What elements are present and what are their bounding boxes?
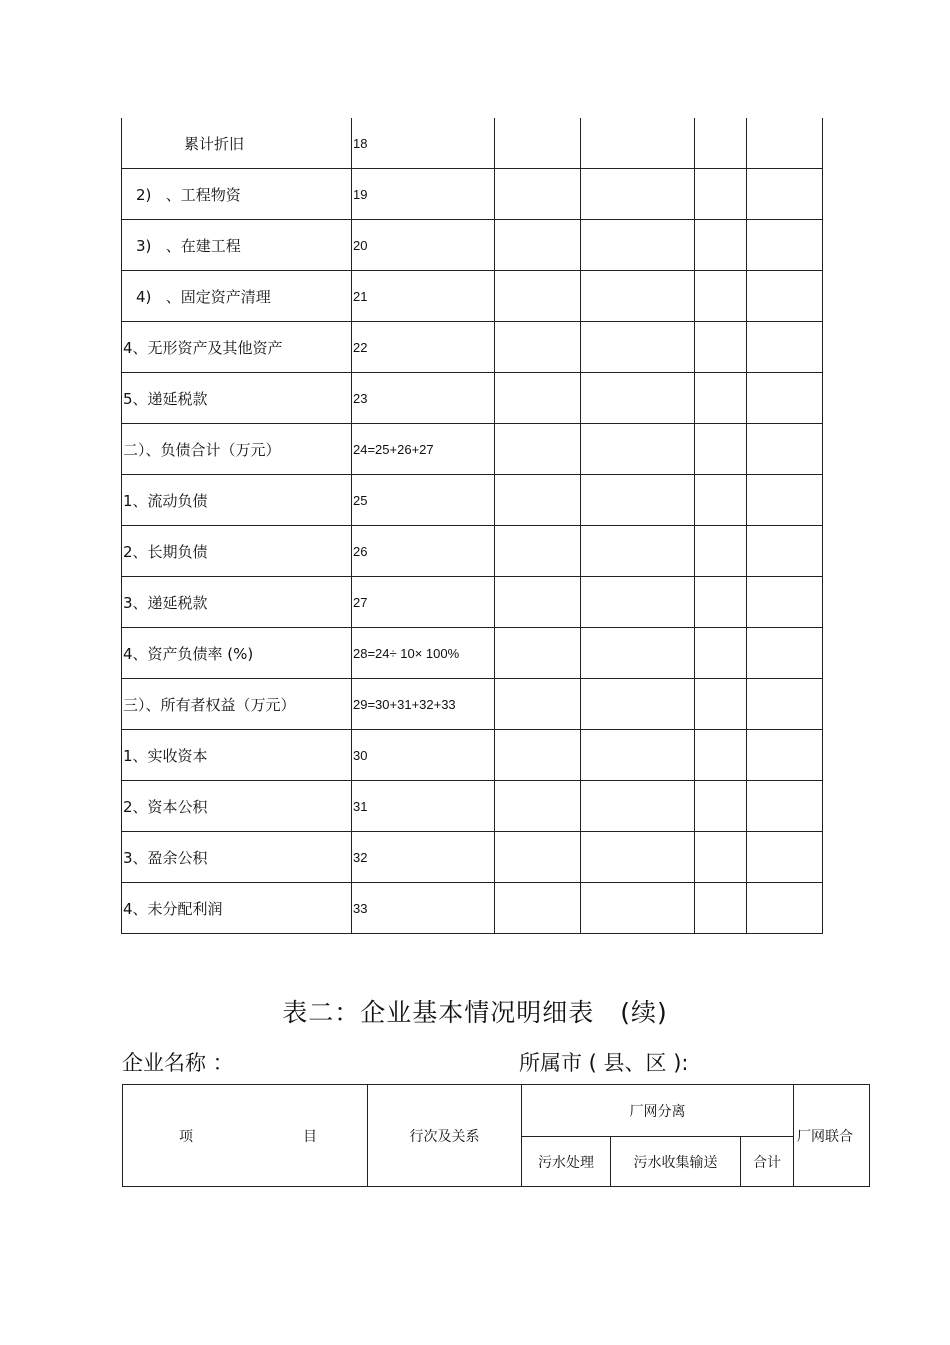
row-value-cell — [581, 169, 695, 220]
row-item-label: 4、资产负债率 (%) — [122, 628, 352, 679]
row-value-cell — [747, 526, 823, 577]
table-row — [122, 883, 823, 934]
row-value-cell — [581, 322, 695, 373]
asset-liability-table — [121, 118, 823, 934]
table-row — [122, 475, 823, 526]
row-value-cell — [747, 577, 823, 628]
row-value-cell — [695, 169, 747, 220]
row-relation: 31 — [352, 781, 495, 832]
row-item-label: 4) 、固定资产清理 — [122, 271, 352, 322]
row-item-label: 1、实收资本 — [122, 730, 352, 781]
header-relation: 行次及关系 — [368, 1085, 522, 1187]
row-value-cell — [495, 118, 581, 169]
row-value-cell — [495, 679, 581, 730]
region-label: 所属市 ( 县、区 ): — [519, 1051, 689, 1075]
row-value-cell — [747, 679, 823, 730]
row-value-cell — [581, 883, 695, 934]
row-value-cell — [695, 628, 747, 679]
table-row — [122, 271, 823, 322]
row-relation: 18 — [352, 118, 495, 169]
row-item-label: 3、递延税款 — [122, 577, 352, 628]
row-value-cell — [581, 730, 695, 781]
row-value-cell — [695, 220, 747, 271]
row-value-cell — [581, 628, 695, 679]
row-value-cell — [747, 169, 823, 220]
row-relation: 30 — [352, 730, 495, 781]
row-value-cell — [495, 526, 581, 577]
row-value-cell — [581, 679, 695, 730]
header-separated: 厂网分离 — [522, 1085, 794, 1137]
table-row — [122, 424, 823, 475]
row-value-cell — [581, 475, 695, 526]
detail-table-header — [122, 1084, 870, 1187]
row-value-cell — [747, 628, 823, 679]
row-value-cell — [495, 475, 581, 526]
row-value-cell — [747, 475, 823, 526]
table-row — [122, 730, 823, 781]
row-value-cell — [695, 679, 747, 730]
row-item-label: 累计折旧 — [122, 118, 352, 169]
row-value-cell — [695, 832, 747, 883]
row-item-label: 2、长期负债 — [122, 526, 352, 577]
row-value-cell — [495, 271, 581, 322]
row-relation: 22 — [352, 322, 495, 373]
table-row — [122, 220, 823, 271]
table-title: 表二：企业基本情况明细表 (续) — [282, 998, 668, 1027]
row-relation: 21 — [352, 271, 495, 322]
header-sewage-treatment: 污水处理 — [522, 1137, 611, 1187]
row-relation: 23 — [352, 373, 495, 424]
row-relation: 27 — [352, 577, 495, 628]
header-sewage-collection: 污水收集输送 — [611, 1137, 741, 1187]
table-row — [122, 781, 823, 832]
row-value-cell — [495, 220, 581, 271]
row-item-label: 5、递延税款 — [122, 373, 352, 424]
row-value-cell — [581, 577, 695, 628]
row-relation: 33 — [352, 883, 495, 934]
row-item-label: 2、资本公积 — [122, 781, 352, 832]
row-value-cell — [581, 781, 695, 832]
row-value-cell — [581, 526, 695, 577]
row-value-cell — [695, 577, 747, 628]
row-relation: 29=30+31+32+33 — [352, 679, 495, 730]
header-combined: 厂网联合 — [794, 1085, 870, 1187]
row-value-cell — [747, 730, 823, 781]
table-row — [122, 577, 823, 628]
row-value-cell — [581, 832, 695, 883]
row-value-cell — [581, 424, 695, 475]
row-value-cell — [695, 271, 747, 322]
table-row — [122, 322, 823, 373]
row-value-cell — [495, 883, 581, 934]
row-relation: 32 — [352, 832, 495, 883]
row-item-label: 二）、负债合计（万元） — [122, 424, 352, 475]
row-value-cell — [581, 373, 695, 424]
row-value-cell — [695, 118, 747, 169]
row-value-cell — [581, 220, 695, 271]
row-item-label: 1、流动负债 — [122, 475, 352, 526]
row-relation: 28=24÷ 10× 100% — [352, 628, 495, 679]
row-item-label: 4、无形资产及其他资产 — [122, 322, 352, 373]
company-name-label: 企业名称 ： — [122, 1051, 234, 1075]
header-total: 合计 — [741, 1137, 794, 1187]
row-value-cell — [747, 424, 823, 475]
asset-liability-table-body — [122, 118, 823, 934]
row-value-cell — [695, 373, 747, 424]
header-item-b: 目 — [303, 1128, 317, 1145]
row-item-label: 2) 、工程物资 — [122, 169, 352, 220]
row-value-cell — [695, 322, 747, 373]
row-value-cell — [495, 781, 581, 832]
row-value-cell — [747, 832, 823, 883]
row-value-cell — [495, 730, 581, 781]
table-row — [122, 373, 823, 424]
row-item-label: 4、未分配利润 — [122, 883, 352, 934]
row-value-cell — [495, 628, 581, 679]
table-row — [122, 118, 823, 169]
row-value-cell — [747, 271, 823, 322]
row-value-cell — [747, 118, 823, 169]
row-value-cell — [747, 220, 823, 271]
row-relation: 26 — [352, 526, 495, 577]
row-item-label: 三）、所有者权益（万元） — [122, 679, 352, 730]
row-value-cell — [747, 322, 823, 373]
header-item-a: 项 — [179, 1128, 193, 1145]
row-value-cell — [581, 271, 695, 322]
row-item-label: 3、盈余公积 — [122, 832, 352, 883]
row-value-cell — [695, 424, 747, 475]
row-value-cell — [495, 832, 581, 883]
row-value-cell — [495, 322, 581, 373]
table-row — [122, 169, 823, 220]
row-relation: 20 — [352, 220, 495, 271]
table-row — [122, 679, 823, 730]
row-value-cell — [495, 169, 581, 220]
row-value-cell — [581, 118, 695, 169]
row-value-cell — [695, 730, 747, 781]
row-relation: 25 — [352, 475, 495, 526]
row-item-label: 3) 、在建工程 — [122, 220, 352, 271]
row-value-cell — [695, 475, 747, 526]
row-relation: 19 — [352, 169, 495, 220]
header-item — [123, 1085, 368, 1187]
row-value-cell — [747, 373, 823, 424]
row-value-cell — [747, 883, 823, 934]
row-relation: 24=25+26+27 — [352, 424, 495, 475]
row-value-cell — [495, 373, 581, 424]
row-value-cell — [695, 883, 747, 934]
table-row — [122, 526, 823, 577]
table-row — [122, 832, 823, 883]
row-value-cell — [747, 781, 823, 832]
row-value-cell — [495, 424, 581, 475]
row-value-cell — [695, 781, 747, 832]
table-row — [122, 628, 823, 679]
row-value-cell — [495, 577, 581, 628]
row-value-cell — [695, 526, 747, 577]
